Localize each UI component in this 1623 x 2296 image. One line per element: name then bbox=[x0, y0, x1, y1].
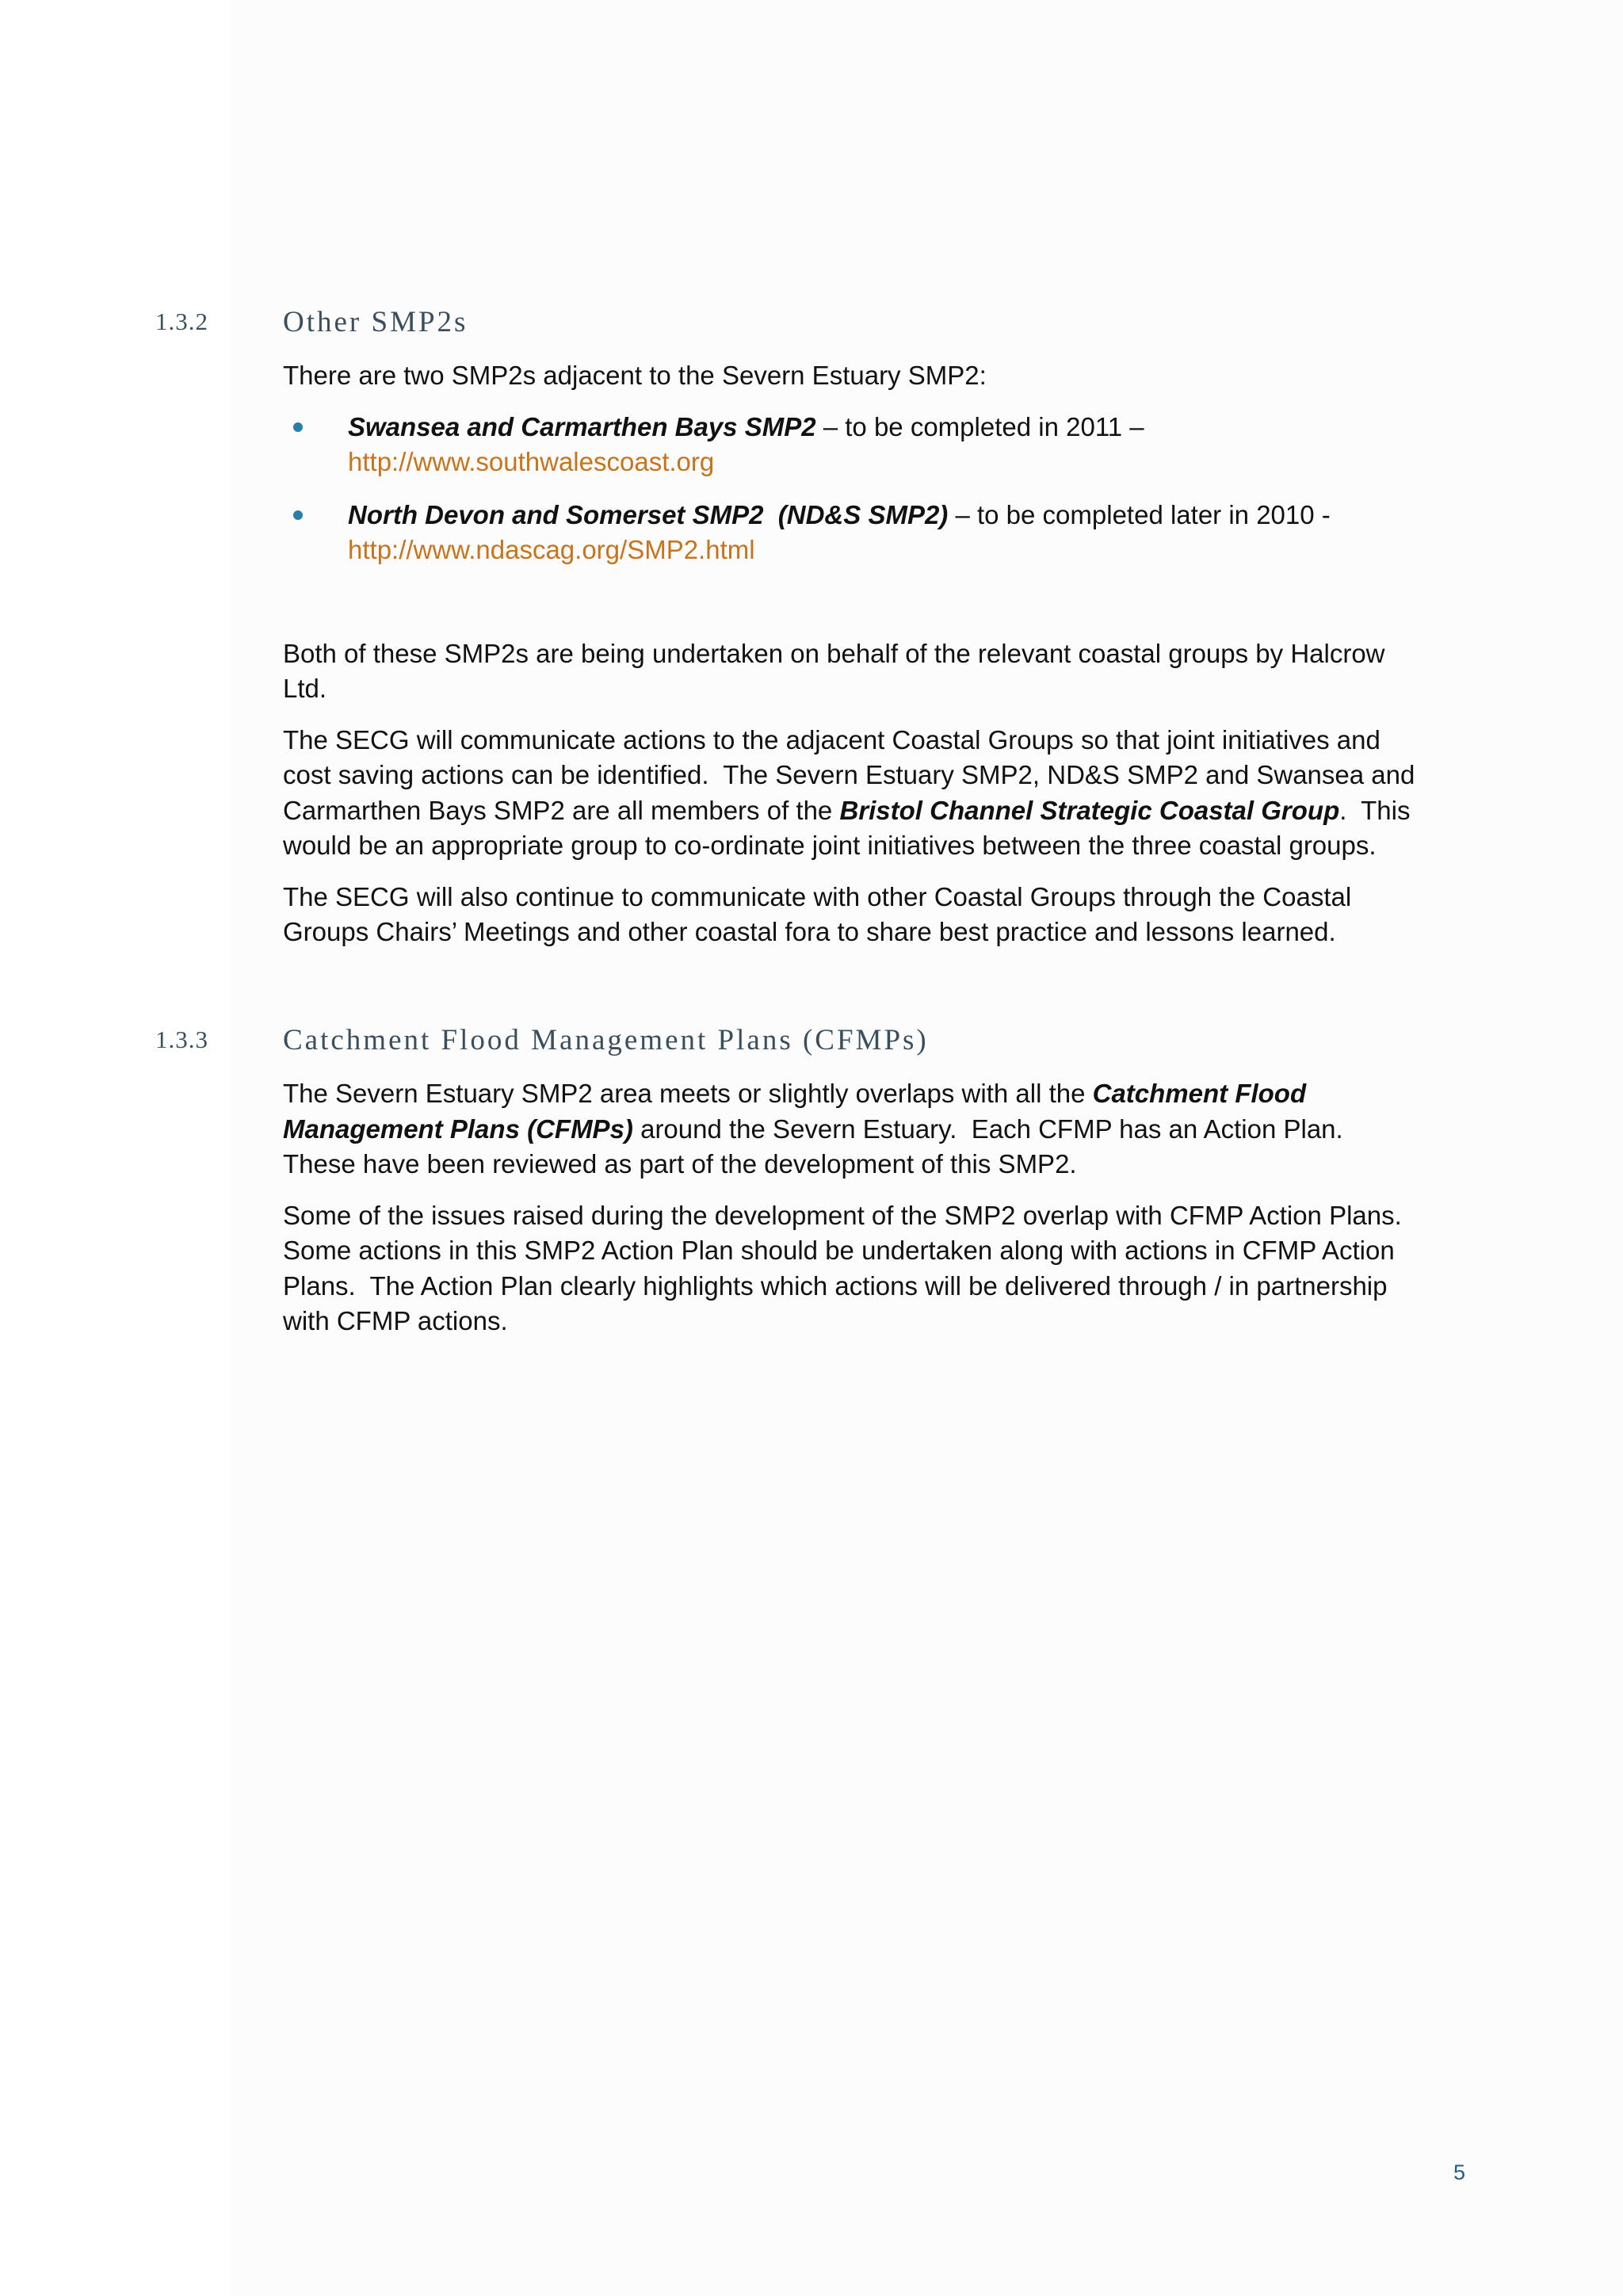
adjacent-smp2-list bbox=[283, 410, 1472, 568]
section-heading bbox=[0, 308, 1623, 352]
text-line: The SECG will also continue to communicate with other Coastal Groups through the Coastal bbox=[283, 881, 1352, 911]
paragraph bbox=[283, 636, 1472, 707]
text-line: Groups Chairs’ Meetings and other coastal fora to share best practice and lessons learned. bbox=[283, 917, 1336, 946]
smp2-name: North Devon and Somerset SMP2 (ND&S SMP2) bbox=[348, 499, 949, 529]
text-line bbox=[283, 1076, 1472, 1112]
text-line: Plans. The Action Plan clearly highlights which actions will be delivered through / in partnership bbox=[283, 1270, 1388, 1301]
spacer bbox=[283, 586, 1472, 636]
section-other-smp2s bbox=[0, 308, 1623, 352]
text-line: cost saving actions can be identified. The Severn Estuary SMP2, ND&S SMP2 and Swansea and bbox=[283, 760, 1415, 789]
text-run: around the Severn Estuary. Each CFMP has an Action Plan. bbox=[632, 1114, 1343, 1144]
cfmp-term: Management Plans (CFMPs) bbox=[283, 1114, 633, 1144]
smp2-name: Swansea and Carmarthen Bays SMP2 bbox=[348, 411, 816, 441]
text-line bbox=[283, 1112, 1472, 1148]
paragraph bbox=[283, 1198, 1472, 1339]
text-line: Some of the issues raised during the development of the SMP2 overlap with CFMP Action Plans. bbox=[283, 1200, 1402, 1230]
ndascag-link[interactable]: http://www.ndascag.org/SMP2.html bbox=[348, 535, 755, 564]
page-number: 5 bbox=[1453, 2160, 1466, 2184]
cfmp-term: Catchment Flood bbox=[1092, 1079, 1307, 1108]
section-cfmps bbox=[0, 1026, 1623, 1070]
group-name: Bristol Channel Strategic Coastal Group bbox=[839, 795, 1340, 825]
section-133-body bbox=[283, 1076, 1472, 1355]
section-title: Other SMP2s bbox=[283, 306, 468, 338]
text-line: These have been reviewed as part of the development of this SMP2. bbox=[283, 1149, 1077, 1179]
list-item-text bbox=[348, 412, 1144, 441]
text-run: . This bbox=[1339, 795, 1411, 825]
list-item bbox=[283, 410, 1472, 480]
list-item-text bbox=[348, 500, 1331, 529]
section-number: 1.3.3 bbox=[155, 1026, 208, 1053]
text-line: with CFMP actions. bbox=[283, 1306, 508, 1335]
list-item bbox=[283, 498, 1472, 568]
text-line: would be an appropriate group to co-ordinate joint initiatives between the three coastal groups. bbox=[283, 831, 1377, 860]
text-line: The SECG will communicate actions to the adjacent Coastal Groups so that joint initiatives and bbox=[283, 724, 1381, 755]
paragraph bbox=[283, 723, 1472, 864]
text-run: The Severn Estuary SMP2 area meets or slightly overlaps with all the bbox=[283, 1079, 1093, 1108]
smp2-status: – to be completed later in 2010 - bbox=[948, 499, 1331, 529]
section-132-body bbox=[283, 358, 1472, 966]
section-number: 1.3.2 bbox=[155, 308, 208, 335]
bullet-icon bbox=[293, 510, 303, 520]
text-line bbox=[283, 793, 1472, 829]
text-line: Some actions in this SMP2 Action Plan should be undertaken along with actions in CFMP Action bbox=[283, 1236, 1395, 1265]
text-line: Ltd. bbox=[283, 674, 327, 703]
paragraph bbox=[283, 1076, 1472, 1182]
text-run: Carmarthen Bays SMP2 are all members of the bbox=[283, 795, 840, 825]
text-line: Both of these SMP2s are being undertaken on behalf of the relevant coastal groups by Halcrow bbox=[283, 638, 1385, 668]
paragraph bbox=[283, 880, 1472, 950]
intro-paragraph: There are two SMP2s adjacent to the Severn Estuary SMP2: bbox=[283, 361, 987, 390]
bullet-icon bbox=[293, 422, 303, 432]
section-title: Catchment Flood Management Plans (CFMPs) bbox=[283, 1024, 929, 1056]
smp2-status: – to be completed in 2011 – bbox=[815, 411, 1144, 441]
southwalescoast-link[interactable]: http://www.southwalescoast.org bbox=[348, 447, 715, 476]
section-heading bbox=[0, 1026, 1623, 1070]
